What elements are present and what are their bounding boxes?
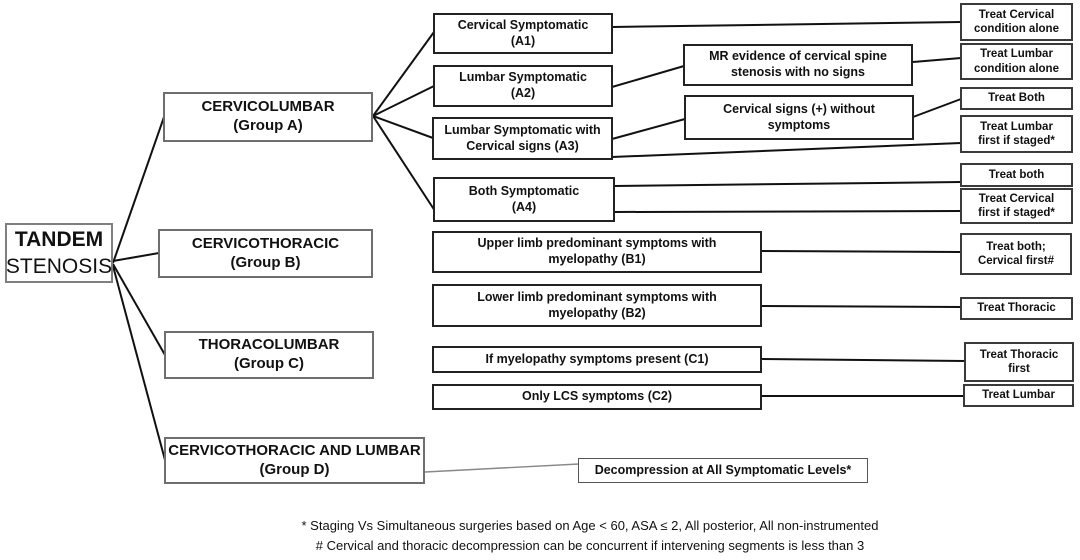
node-a3 bbox=[432, 117, 613, 160]
node-label: MR evidence of cervical spine bbox=[709, 49, 887, 64]
node-b2 bbox=[432, 284, 762, 327]
node-label: (Group B) bbox=[230, 253, 301, 271]
node-label: Treat Lumbar bbox=[980, 48, 1053, 61]
footnote-concurrent: # Cervical and thoracic decompression can be concurrent if intervening segments is less than 3 bbox=[315, 538, 865, 554]
node-label: Cervical first# bbox=[977, 255, 1055, 267]
node-label: Upper limb predominant symptoms with bbox=[477, 236, 717, 251]
outcome-treat-lumbar-staged bbox=[960, 115, 1073, 153]
outcome-treat-thoracic-first bbox=[964, 342, 1074, 382]
node-label: stenosis with no signs bbox=[730, 65, 866, 79]
node-b1 bbox=[432, 231, 762, 273]
node-label: Treat Thoracic bbox=[977, 302, 1056, 315]
node-c1 bbox=[432, 346, 762, 373]
node-label: Lumbar Symptomatic bbox=[459, 70, 587, 85]
node-label: (A4) bbox=[511, 199, 537, 214]
node-label: CERVICOLUMBAR bbox=[201, 98, 335, 116]
outcome-treat-cervical-staged bbox=[960, 188, 1073, 224]
node-label: myelopathy (B1) bbox=[548, 252, 646, 266]
outcome-treat-cervical-alone bbox=[960, 3, 1073, 41]
node-label: Treat both bbox=[988, 168, 1045, 181]
node-label: If myelopathy symptoms present (C1) bbox=[485, 351, 709, 366]
outcome-treat-both-cervical-first bbox=[960, 233, 1072, 275]
outcome-treat-lumbar bbox=[963, 384, 1074, 407]
node-label: Both Symptomatic bbox=[468, 183, 580, 198]
node-cervical-signs bbox=[684, 95, 914, 140]
node-label: first if staged* bbox=[978, 135, 1055, 147]
node-label: Treat Cervical bbox=[978, 192, 1055, 205]
node-group-b bbox=[158, 229, 373, 278]
node-a1 bbox=[433, 13, 613, 54]
node-label: (Group A) bbox=[233, 117, 303, 134]
node-mr-evidence bbox=[683, 44, 913, 86]
node-decompression bbox=[578, 458, 868, 483]
node-label: Decompression at All Symptomatic Levels* bbox=[594, 462, 852, 477]
node-tandem-stenosis bbox=[5, 223, 113, 283]
node-label: Lower limb predominant symptoms with bbox=[477, 289, 717, 304]
node-label: CERVICOTHORACIC bbox=[191, 234, 340, 252]
node-label: Treat Both bbox=[988, 92, 1045, 105]
node-label: myelopathy (B2) bbox=[548, 305, 646, 320]
node-a4 bbox=[433, 177, 615, 222]
node-label: first if staged* bbox=[978, 207, 1055, 219]
node-label: (Group C) bbox=[234, 355, 304, 372]
node-label: Only LCS symptoms (C2) bbox=[521, 389, 673, 404]
node-label: Treat Lumbar bbox=[980, 120, 1053, 133]
node-label: first bbox=[1008, 363, 1030, 375]
node-label: condition alone bbox=[974, 62, 1059, 75]
outcome-treat-both-lower bbox=[960, 163, 1073, 187]
node-label: Cervical signs (+) without bbox=[723, 101, 875, 116]
node-group-d bbox=[164, 437, 425, 484]
node-label: (Group D) bbox=[259, 460, 330, 478]
node-label: Treat both; bbox=[986, 240, 1046, 253]
node-label: Cervical signs (A3) bbox=[466, 138, 579, 153]
outcome-treat-lumbar-alone bbox=[960, 43, 1073, 80]
node-label: THORACOLUMBAR bbox=[198, 336, 340, 354]
node-label: Treat Thoracic bbox=[979, 348, 1059, 361]
node-label: condition alone bbox=[974, 23, 1059, 35]
node-label: Treat Lumbar bbox=[982, 389, 1055, 402]
node-label: symptoms bbox=[767, 117, 831, 132]
node-group-a bbox=[163, 92, 373, 142]
node-label: Lumbar Symptomatic with bbox=[444, 122, 601, 137]
node-label: STENOSIS bbox=[5, 255, 113, 278]
node-group-c bbox=[164, 331, 374, 379]
node-label: Cervical Symptomatic bbox=[457, 17, 589, 32]
node-label: TANDEM bbox=[14, 227, 104, 251]
footnotes bbox=[130, 516, 1050, 556]
footnote-staging: * Staging Vs Simultaneous surgeries based on Age < 60, ASA ≤ 2, All posterior, All non-instrumented bbox=[301, 518, 879, 533]
outcome-treat-both-caps bbox=[960, 87, 1073, 110]
outcome-treat-thoracic bbox=[960, 297, 1073, 320]
node-a2 bbox=[433, 65, 613, 107]
node-label: Treat Cervical bbox=[978, 8, 1055, 21]
node-label: (A2) bbox=[510, 86, 536, 100]
node-c2 bbox=[432, 384, 762, 410]
node-label: CERVICOTHORACIC AND LUMBAR bbox=[168, 441, 421, 459]
node-label: (A1) bbox=[510, 33, 536, 48]
